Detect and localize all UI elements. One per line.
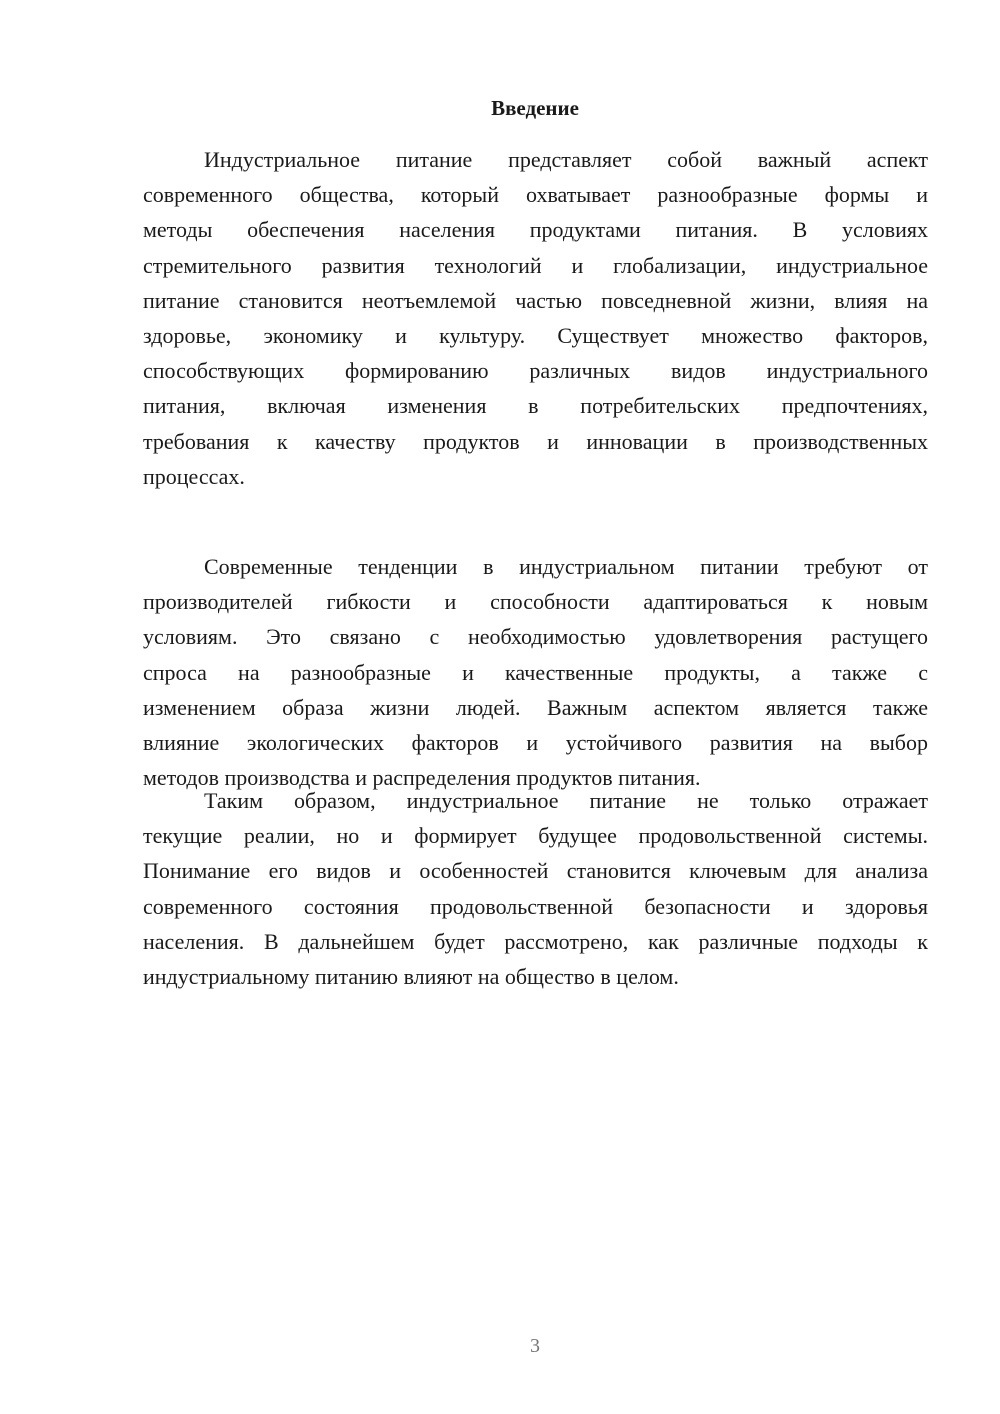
text-line: населения. В дальнейшем будет рассмотрено, как различные подходы к: [143, 928, 928, 954]
text-line: Понимание его видов и особенностей становится ключевым для анализа: [143, 858, 928, 884]
text-line: спроса на разнообразные и качественные продукты, а также с: [143, 659, 928, 685]
text-line: условиям. Это связано с необходимостью удовлетворения растущего: [143, 624, 928, 650]
text-line: требования к качеству продуктов и инновации в производственных: [143, 428, 928, 454]
page-title: Введение: [491, 96, 579, 120]
text-line: современного состояния продовольственной безопасности и здоровья: [143, 893, 928, 919]
text-line: здоровье, экономику и культуру. Существует множество факторов,: [143, 322, 928, 348]
text-line: методы обеспечения населения продуктами питания. В условиях: [143, 217, 928, 243]
text-line: текущие реалии, но и формирует будущее продовольственной системы.: [143, 823, 928, 849]
paragraph-2: [143, 549, 928, 795]
text-line: методов производства и распределения продуктов питания.: [143, 765, 701, 791]
text-line: изменением образа жизни людей. Важным аспектом является также: [143, 694, 928, 720]
text-line: Современные тенденции в индустриальном питании требуют от: [204, 554, 928, 579]
page-number: 3: [530, 1335, 540, 1357]
text-line: процессах.: [143, 463, 245, 489]
text-line: питания, включая изменения в потребительских предпочтениях,: [143, 393, 928, 419]
text-line: Таким образом, индустриальное питание не только отражает: [204, 788, 928, 813]
text-line: современного общества, который охватывает разнообразные формы и: [143, 182, 928, 208]
text-line: производителей гибкости и способности адаптироваться к новым: [143, 589, 928, 615]
text-line: влияние экологических факторов и устойчивого развития на выбор: [143, 729, 928, 755]
paragraph-1: [143, 142, 928, 494]
text-line: питание становится неотъемлемой частью повседневной жизни, влияя на: [143, 287, 928, 313]
text-line: Индустриальное питание представляет собой важный аспект: [204, 147, 928, 172]
paragraph-3: [143, 783, 928, 994]
text-line: способствующих формированию различных видов индустриального: [143, 358, 928, 384]
text-line: стремительного развития технологий и глобализации, индустриальное: [143, 252, 928, 278]
text-line: индустриальному питанию влияют на общество в целом.: [143, 963, 679, 989]
